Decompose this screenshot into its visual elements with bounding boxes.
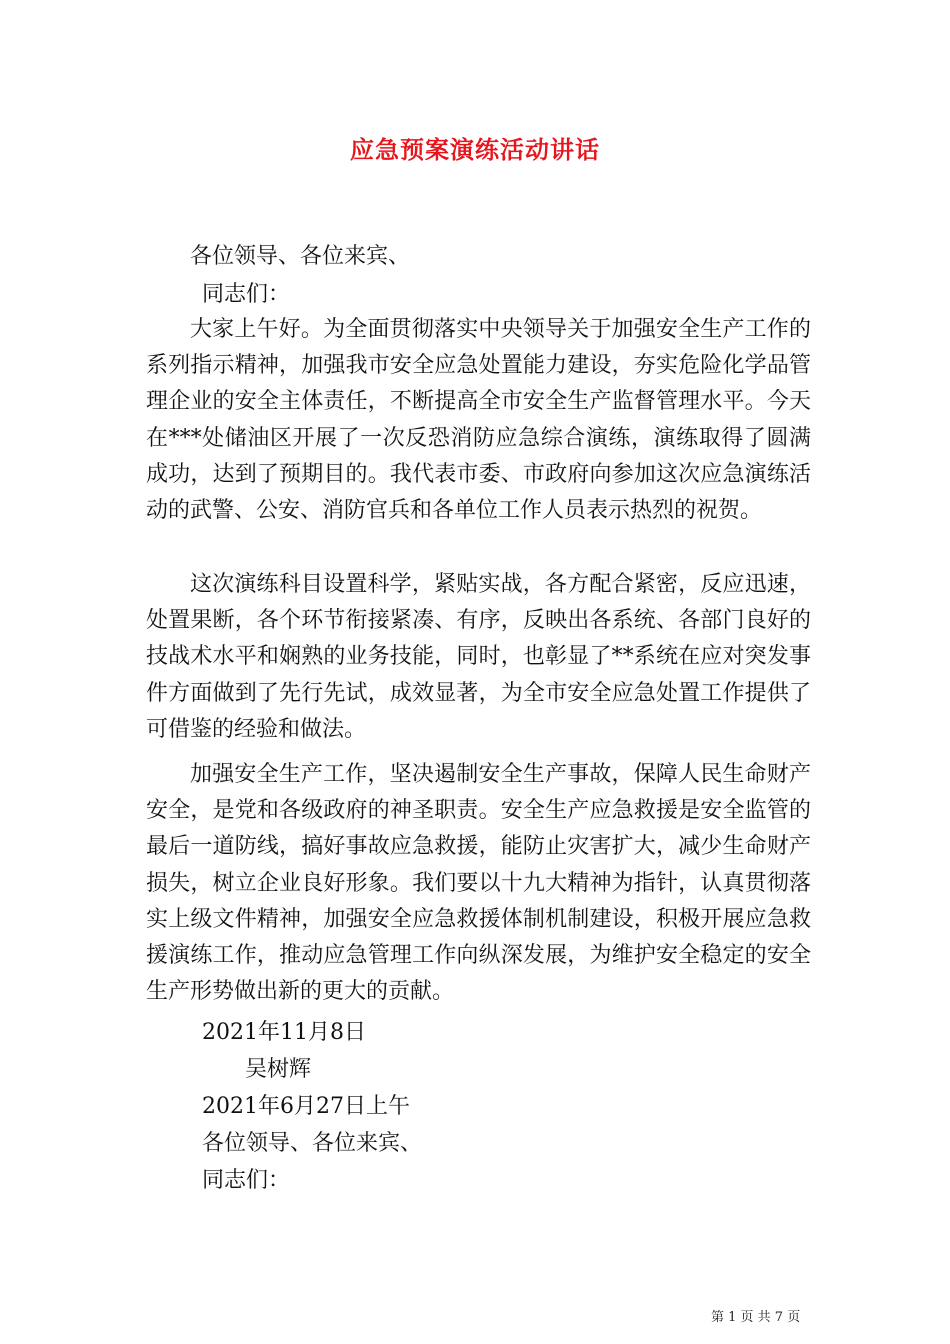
paragraph-3: 加强安全生产工作，坚决遏制安全生产事故，保障人民生命财产安全，是党和各级政府的神圣职责。安全生产应急救援是安全监管的最后一道防线，搞好事故应急救援，能防止灾害扩大，减少生命财产损失，树立企业良好形象。我们要以十九大精神为指针，认真贯彻落实上级文件精神，加强安全应急救援体制机制建设，积极开展应急救援演练工作，推动应急管理工作向纵深发展，为维护安全稳定的安全生产形势做出新的更大的贡献。 xyxy=(146,762,811,1005)
page-number-footer: 第 1 页 共 7 页 xyxy=(711,1310,801,1325)
document-title: 应急预案演练活动讲话 xyxy=(350,135,600,164)
signature-name: 吴树辉 xyxy=(245,1057,312,1082)
salutation-comrades-repeat: 同志们： xyxy=(202,1168,291,1193)
paragraph-2: 这次演练科目设置科学，紧贴实战，各方配合紧密，反应迅速，处置果断，各个环节衔接紧凑、有序，反映出各系统、各部门良好的技战术水平和娴熟的业务技能，同时，也彰显了**系统在应对突发事件方面做到了先行先试，成效显著，为全市安全应急处置工作提供了可借鉴的经验和做法。 xyxy=(146,572,811,742)
date-line-2: 2021年6月27日上午 xyxy=(202,1094,410,1119)
salutation-leaders: 各位领导、各位来宾、 xyxy=(190,244,411,269)
salutation-leaders-repeat: 各位领导、各位来宾、 xyxy=(202,1131,423,1156)
paragraph-1: 大家上午好。为全面贯彻落实中央领导关于加强安全生产工作的系列指示精神，加强我市安全应急处置能力建设，夯实危险化学品管理企业的安全主体责任，不断提高全市安全生产监督管理水平。今天在***处储油区开展了一次反恐消防应急综合演练，演练取得了圆满成功，达到了预期目的。我代表市委、市政府向参加这次应急演练活动的武警、公安、消防官兵和各单位工作人员表示热烈的祝贺。 xyxy=(146,317,811,524)
salutation-comrades: 同志们： xyxy=(202,282,291,307)
date-line-1: 2021年11月8日 xyxy=(202,1020,366,1045)
